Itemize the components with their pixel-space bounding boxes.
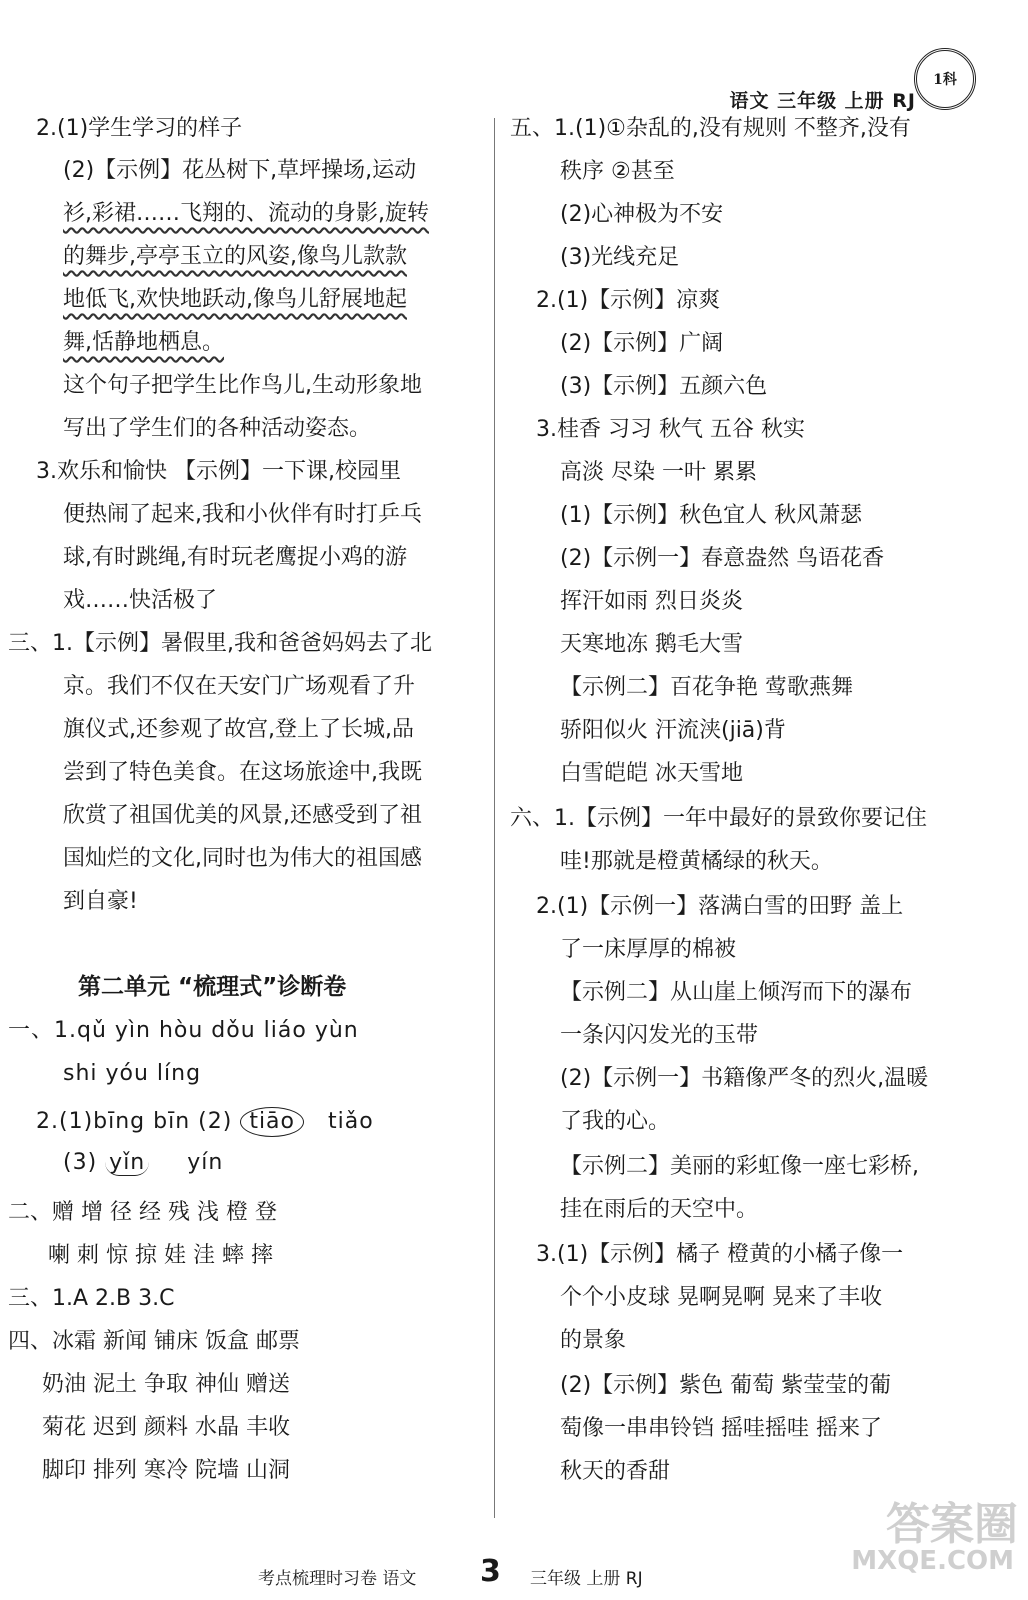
answer-line: 3.(1)【示例】橘子 橙黄的小橘子像一 <box>536 1242 904 1267</box>
column-divider <box>494 118 495 1518</box>
answer-line: 白雪皑皑 冰天雪地 <box>560 761 743 786</box>
answer-line: 尝到了特色美食。在这场旅途中,我既 <box>63 760 422 785</box>
answer-line: (2)心神极为不安 <box>560 202 724 227</box>
answer-line: 写出了学生们的各种活动姿态。 <box>63 416 372 441</box>
answer-line: 挥汗如雨 烈日炎炎 <box>560 589 743 614</box>
answer-line: (2)【示例一】春意盎然 鸟语花香 <box>560 546 885 571</box>
answer-line: 3.欢乐和愉快 【示例】一下课,校园里 <box>36 459 401 484</box>
answer-line: 旗仪式,还参观了故宫,登上了长城,品 <box>63 717 414 742</box>
answer-line: 3.桂香 习习 秋气 五谷 秋实 <box>536 417 805 442</box>
pinyin-line: shi yóu líng <box>63 1061 202 1086</box>
answer-line: 球,有时跳绳,有时玩老鹰捉小鸡的游 <box>63 545 407 570</box>
answer-line: (2)【示例一】书籍像严冬的烈火,温暖 <box>560 1066 929 1091</box>
answer-line: 五、1.(1)①杂乱的,没有规则 不整齐,没有 <box>510 116 911 141</box>
answer-line: 挂在雨后的天空中。 <box>560 1197 759 1222</box>
answer-line: (3)【示例】五颜六色 <box>560 374 768 399</box>
answer-line: 萄像一串串铃铛 摇哇摇哇 摇来了 <box>560 1416 882 1441</box>
answer-line: 脚印 排列 寒冷 院墙 山洞 <box>42 1458 290 1483</box>
pinyin-line <box>36 1105 374 1139</box>
answer-line: 骄阳似火 汗流浃(jiā)背 <box>560 718 786 743</box>
answer-line: 喇 刺 惊 掠 娃 洼 蟀 摔 <box>48 1243 273 1268</box>
answer-line: 舞,恬静地栖息。 <box>63 330 224 355</box>
answer-line: 秋天的香甜 <box>560 1459 671 1484</box>
answer-line: 四、冰霜 新闻 铺床 饭盒 邮票 <box>8 1329 300 1354</box>
answer-line: 地低飞,欢快地跃动,像鸟儿舒展地起 <box>63 287 407 312</box>
answer-line: 【示例二】百花争艳 莺歌燕舞 <box>560 675 853 700</box>
page-footer <box>0 1554 1028 1590</box>
answer-line: 秩序 ②甚至 <box>560 159 675 184</box>
answer-line: 个个小皮球 晃啊晃啊 晃来了丰收 <box>560 1285 882 1310</box>
answer-line: 这个句子把学生比作鸟儿,生动形象地 <box>63 373 422 398</box>
answer-line: 的舞步,亭亭玉立的风姿,像鸟儿款款 <box>63 244 407 269</box>
pinyin-line: 一、1.qǔ yìn hòu dǒu liáo yùn <box>8 1018 359 1043</box>
header-subject: 语文 三年级 上册 RJ <box>729 90 916 112</box>
answer-line: 戏……快活极了 <box>63 588 218 613</box>
answer-line: (2)【示例】广阔 <box>560 331 724 356</box>
answer-line: 一条闪闪发光的玉带 <box>560 1023 759 1048</box>
answer-line: 了一床厚厚的棉被 <box>560 937 737 962</box>
answer-line: 到自豪! <box>63 889 138 914</box>
answer-line: 二、赠 增 径 经 残 浅 橙 登 <box>8 1200 277 1225</box>
answer-line: 三、1.【示例】暑假里,我和爸爸妈妈去了北 <box>8 631 432 656</box>
answer-line: 六、1.【示例】一年中最好的景致你要记住 <box>510 806 927 831</box>
answer-line: 天寒地冻 鹅毛大雪 <box>560 632 743 657</box>
answer-line: 衫,彩裙……飞翔的、流动的身影,旋转 <box>63 201 429 226</box>
answer-line: 便热闹了起来,我和小伙伴有时打乒乓 <box>63 502 422 527</box>
pinyin-prefix: (3) <box>63 1150 98 1175</box>
pinyin-prefix: 2.(1)bīng bīn (2) <box>36 1109 233 1134</box>
answer-line: 欣赏了祖国优美的风景,还感受到了祖 <box>63 803 422 828</box>
watermark-url: MXQE.COM <box>851 1546 1014 1576</box>
answer-line: 三、1.A 2.B 3.C <box>8 1286 175 1311</box>
circled-pinyin: tiāo <box>240 1107 304 1137</box>
pinyin-option: yín <box>187 1150 224 1175</box>
answer-line: 哇!那就是橙黄橘绿的秋天。 <box>560 849 833 874</box>
answer-line: 奶油 泥土 争取 神仙 赠送 <box>42 1372 290 1397</box>
answer-line: 菊花 迟到 颜料 水晶 丰收 <box>42 1415 290 1440</box>
answer-line: (3)光线充足 <box>560 245 680 270</box>
answer-line: 【示例二】从山崖上倾泻而下的瀑布 <box>560 980 913 1005</box>
pinyin-option: tiǎo <box>328 1109 374 1134</box>
marked-pinyin: yǐn <box>105 1150 149 1176</box>
answer-line: 【示例二】美丽的彩虹像一座七彩桥, <box>560 1154 919 1179</box>
answer-line: 2.(1)【示例】凉爽 <box>536 288 721 313</box>
answer-line: (1)【示例】秋色宜人 秋风萧瑟 <box>560 503 863 528</box>
answer-line: 了我的心。 <box>560 1109 671 1134</box>
answer-line: 京。我们不仅在天安门广场观看了升 <box>63 674 416 699</box>
watermark-logo: 答案圈 <box>886 1499 1018 1550</box>
brand-logo-icon: 1科 <box>914 48 976 110</box>
answer-line: 国灿烂的文化,同时也为伟大的祖国感 <box>63 846 422 871</box>
answer-line: 2.(1)学生学习的样子 <box>36 116 243 141</box>
section-title: 第二单元 “梳理式”诊断卷 <box>78 974 347 1000</box>
answer-line: 2.(1)【示例一】落满白雪的田野 盖上 <box>536 894 904 919</box>
answer-line: 高淡 尽染 一叶 累累 <box>560 460 757 485</box>
footer-right: 三年级 上册 RJ <box>530 1569 643 1589</box>
pinyin-line <box>63 1146 223 1180</box>
page-number: 3 <box>480 1554 501 1589</box>
answer-line: 的景象 <box>560 1328 627 1353</box>
footer-left: 考点梳理时习卷 语文 <box>258 1569 417 1589</box>
answer-line: (2)【示例】花丛树下,草坪操场,运动 <box>63 158 417 183</box>
answer-line: (2)【示例】紫色 葡萄 紫莹莹的葡 <box>560 1373 892 1398</box>
